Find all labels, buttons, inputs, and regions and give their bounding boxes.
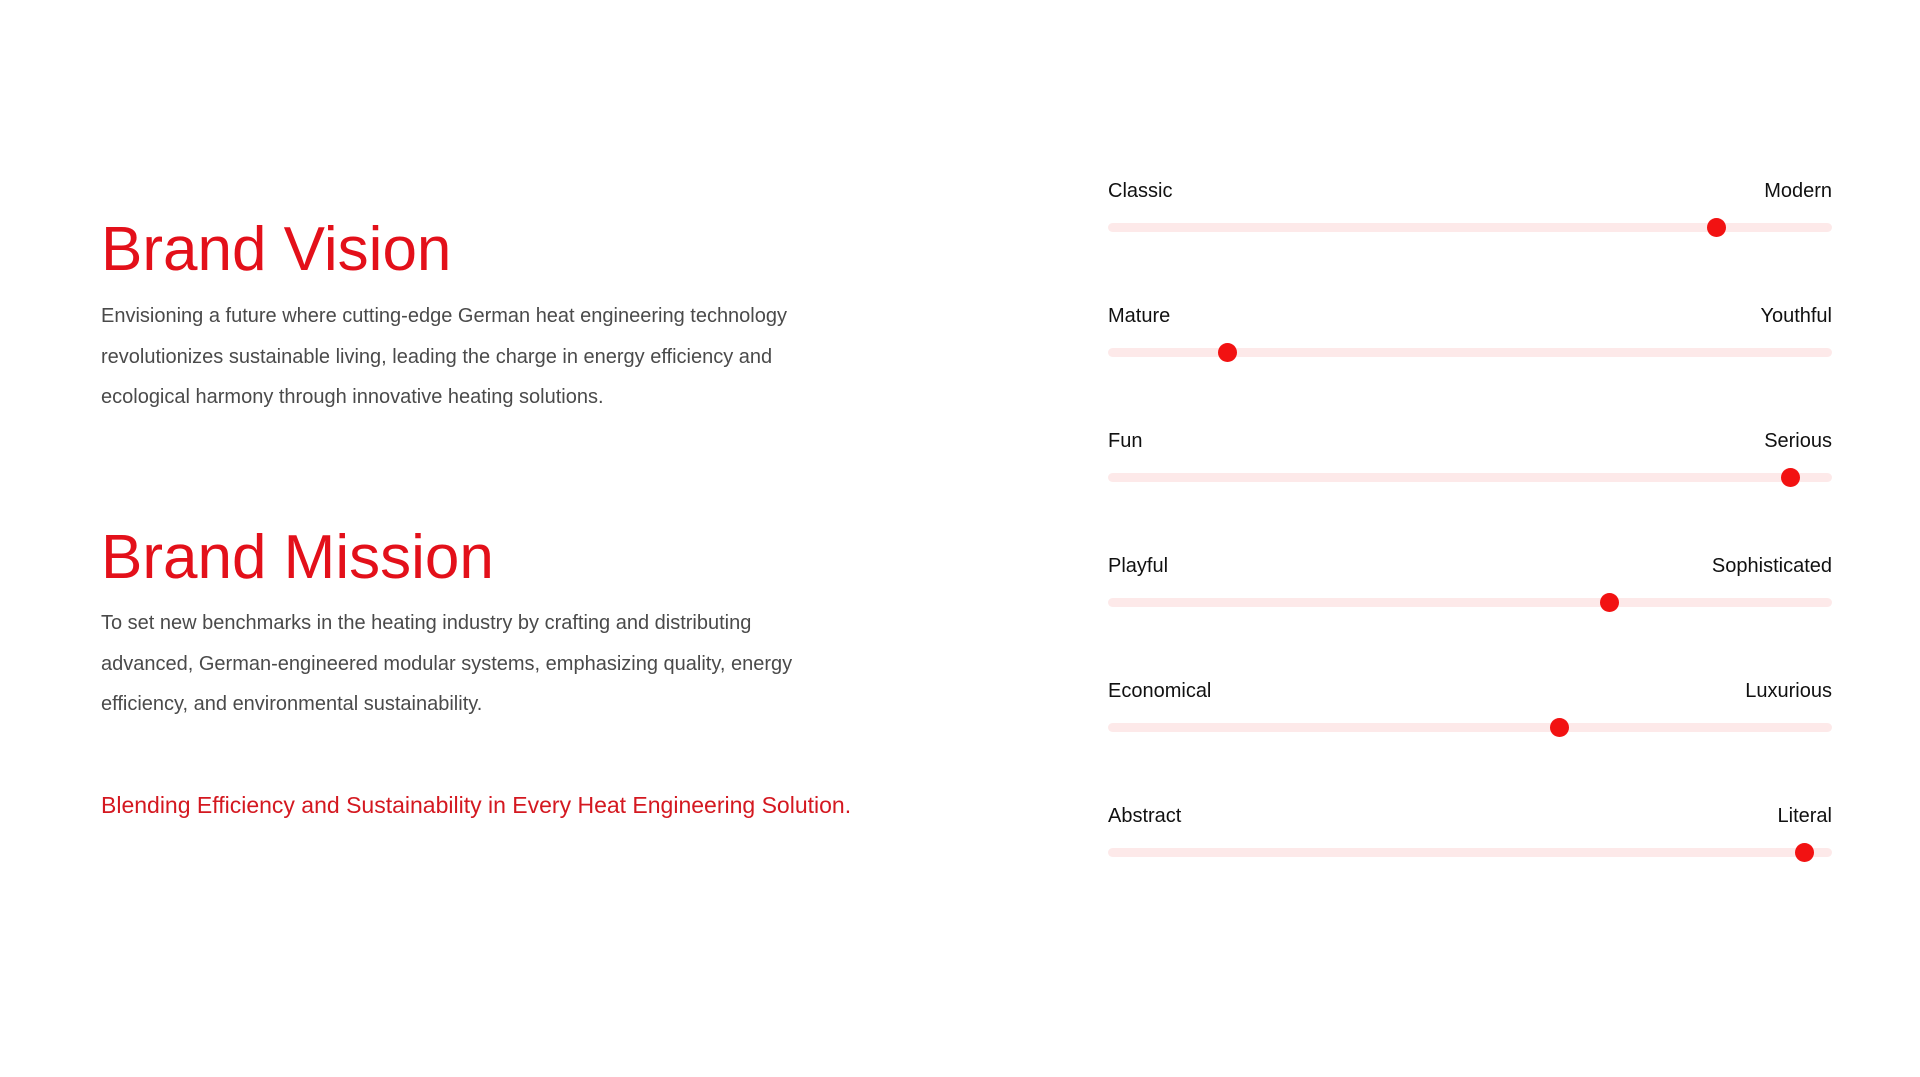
- brand-mission-title: Brand Mission: [101, 523, 494, 592]
- slider-right-label: Literal: [1777, 805, 1832, 827]
- slider-left-label: Classic: [1108, 180, 1173, 202]
- slider-left-label: Mature: [1108, 305, 1171, 327]
- slider-mature-youthful: [1108, 304, 1832, 384]
- slider-left-label: Fun: [1108, 430, 1143, 452]
- slider-classic-modern: [1108, 179, 1832, 259]
- brand-mission-body: To set new benchmarks in the heating industry by crafting and distributing advanced, German-engineered modular systems, emphasizing quality, energy efficiency, and environmental sustainability.: [101, 612, 793, 715]
- slider-fun-serious: [1108, 429, 1832, 509]
- slider-track[interactable]: [1108, 723, 1832, 732]
- slider-economical-luxurious: [1108, 679, 1832, 759]
- slider-track[interactable]: [1108, 348, 1832, 357]
- slider-thumb[interactable]: [1781, 468, 1800, 487]
- slider-left-label: Abstract: [1108, 805, 1182, 827]
- slider-right-label: Serious: [1764, 430, 1832, 452]
- slider-track[interactable]: [1108, 473, 1832, 482]
- slider-right-label: Modern: [1764, 180, 1832, 202]
- brand-tagline: Blending Efficiency and Sustainability in Every Heat Engineering Solution.: [101, 792, 852, 818]
- slider-thumb[interactable]: [1550, 718, 1569, 737]
- slider-left-label: Playful: [1108, 555, 1169, 577]
- brand-vision-title: Brand Vision: [101, 215, 452, 284]
- slider-thumb[interactable]: [1707, 218, 1726, 237]
- brand-vision-body: Envisioning a future where cutting-edge German heat engineering technology revolutionizes sustainable living, leading the charge in energy efficiency and ecological harmony through innovative heating solutions.: [101, 305, 787, 408]
- slider-playful-sophisticated: [1108, 554, 1832, 634]
- slider-right-label: Youthful: [1760, 305, 1832, 327]
- slider-left-label: Economical: [1108, 680, 1212, 702]
- slider-thumb[interactable]: [1218, 343, 1237, 362]
- slider-right-label: Sophisticated: [1711, 555, 1832, 577]
- slider-thumb[interactable]: [1600, 593, 1619, 612]
- slider-track[interactable]: [1108, 848, 1832, 857]
- slider-right-label: Luxurious: [1745, 680, 1832, 702]
- slider-thumb[interactable]: [1795, 843, 1814, 862]
- slider-track[interactable]: [1108, 223, 1832, 232]
- slider-track[interactable]: [1108, 598, 1832, 607]
- slider-abstract-literal: [1108, 804, 1832, 884]
